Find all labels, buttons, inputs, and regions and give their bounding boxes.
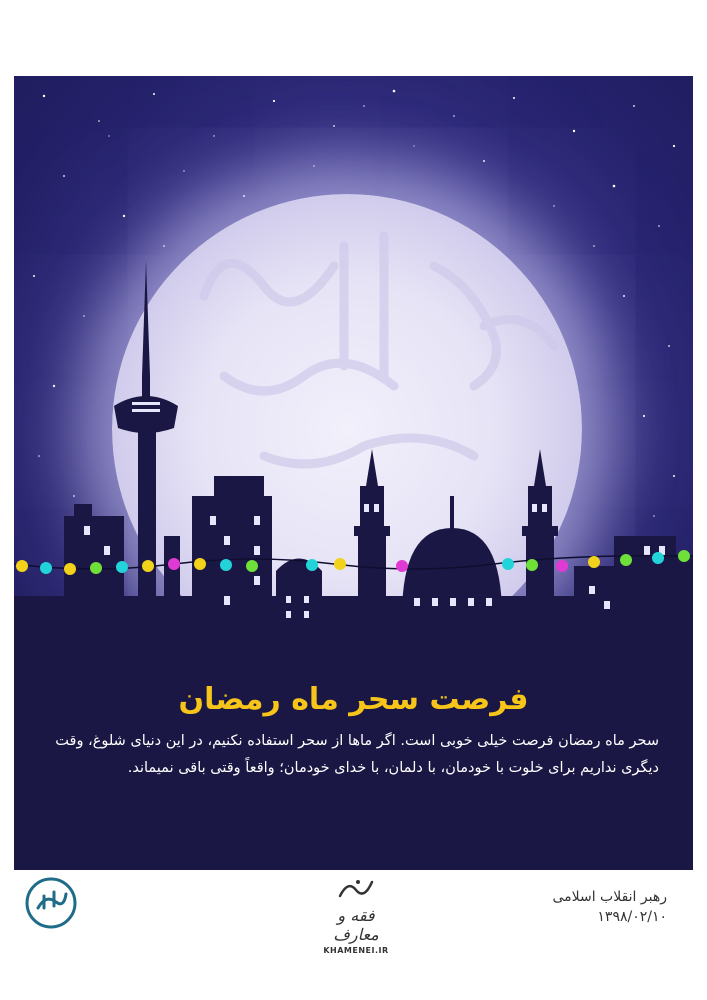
moon-calligraphy-icon — [204, 236, 554, 464]
poster — [14, 76, 693, 870]
logo-site-text: KHAMENEI.IR — [323, 946, 389, 955]
poster-title: فرصت سحر ماه رمضان — [178, 682, 529, 717]
calligraphy-logo-icon — [24, 876, 78, 930]
logo-script-text: فقه و معارف — [333, 906, 379, 944]
poster-quote: سحر ماه رمضان فرصت خیلی خوبی است. اگر ماها از سحر استفاده نکنیم، در این دنیای شلوغ، وقت دیگری نداریم برای خلوت با خودمان، با دلمان، با خدای خودمان؛ واقعاً وقتی باقی نمیماند. — [55, 733, 659, 776]
attribution — [552, 889, 667, 925]
author-name: رهبر انقلاب اسلامی — [552, 889, 667, 905]
quote-date: ۱۳۹۸/۰۲/۱۰ — [597, 909, 667, 925]
khamenei-logo — [318, 876, 394, 955]
khamenei-logo-icon — [336, 876, 376, 902]
